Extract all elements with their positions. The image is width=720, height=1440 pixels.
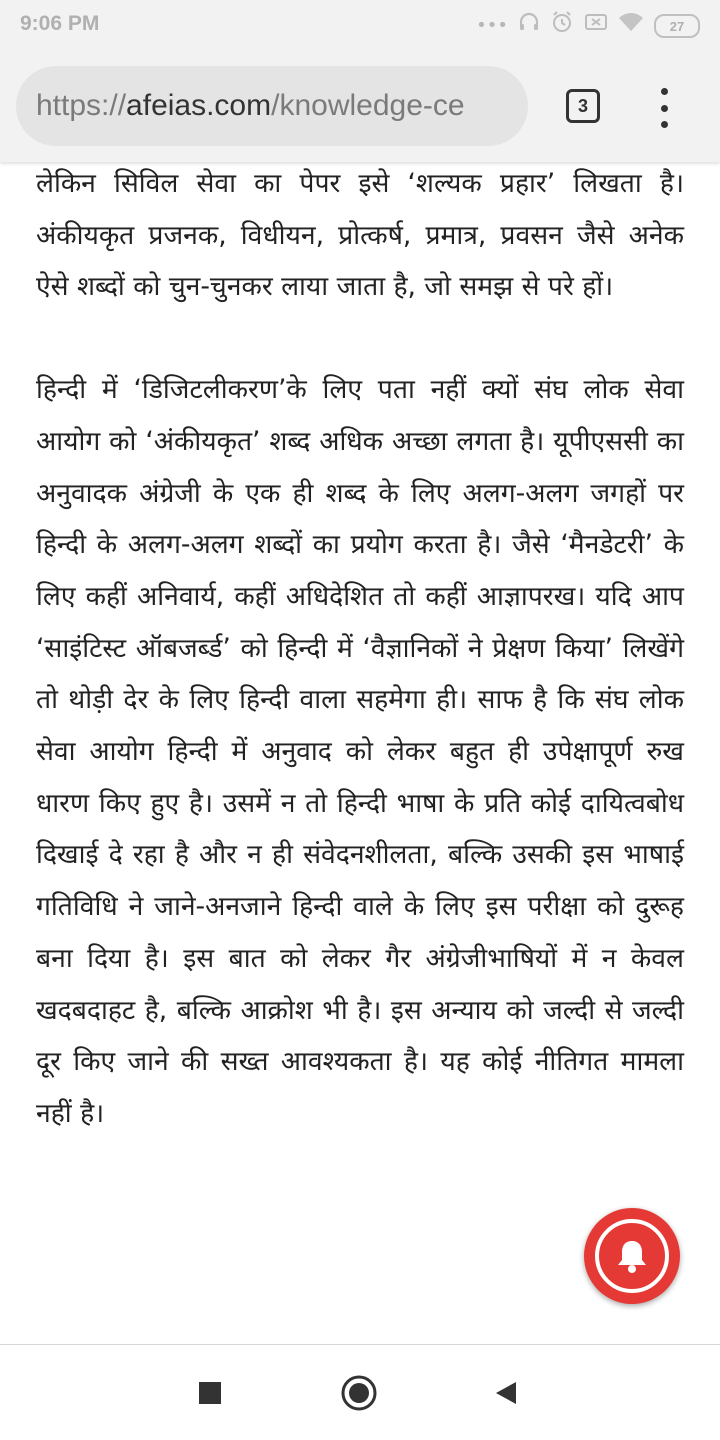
back-triangle-icon bbox=[493, 1380, 519, 1406]
sim-off-icon bbox=[584, 12, 608, 41]
status-time: 9:06 PM bbox=[20, 12, 100, 35]
article-content bbox=[36, 158, 684, 1140]
circle-icon bbox=[340, 1374, 378, 1412]
bell-ring bbox=[595, 1219, 669, 1293]
notification-bell-button[interactable] bbox=[584, 1208, 680, 1304]
back-button[interactable] bbox=[486, 1373, 526, 1413]
url-text bbox=[36, 66, 465, 146]
home-button[interactable] bbox=[339, 1373, 379, 1413]
menu-dot-icon bbox=[661, 88, 668, 95]
more-dots-icon: ••• bbox=[476, 15, 508, 36]
url-host: afeias.com bbox=[126, 89, 272, 122]
menu-dot-icon bbox=[661, 105, 668, 112]
article-paragraph: लेकिन सिविल सेवा का पेपर इसे ‘शल्यक प्रहार’ लिखता है। अंकीयकृत प्रजनक, विधीयन, प्रोत्कर्ष, प्रमात्र, प्रवसन जैसे अनेक ऐसे शब्दों को चुन-चुनकर लाया जाता है, जो समझ से परे हों। bbox=[36, 168, 684, 303]
overflow-menu-button[interactable] bbox=[650, 88, 678, 128]
browser-toolbar bbox=[0, 52, 720, 162]
alarm-icon bbox=[550, 10, 574, 43]
headset-icon bbox=[518, 11, 540, 42]
square-icon bbox=[198, 1381, 222, 1405]
article-paragraph: हिन्दी में ‘डिजिटलीकरण’के लिए पता नहीं क्यों संघ लोक सेवा आयोग को ‘अंकीयकृत’ शब्द अधिक अच्छा लगता है। यूपीएससी का अनुवादक अंग्रेजी के एक ही शब्द के लिए अलग-अलग जगहों पर हिन्दी के अलग-अलग शब्दों का प्रयोग करता है। जैसे ‘मैनडेटरी’ के लिए कहीं अनिवार्य, कहीं अधिदेशित तो कहीं आज्ञापरख। यदि आप ‘साइंटिस्ट ऑबजर्ब्ड’ को हिन्दी में ‘वैज्ञानिकों ने प्रेक्षण किया’ लिखेंगे तो थोड़ी देर के लिए हिन्दी वाला सहमेगा ही। साफ है कि संघ लोक सेवा आयोग हिन्दी में अनुवाद को लेकर बहुत ही उपेक्षापूर्ण रुख धारण किए हुए है। उसमें न तो हिन्दी भाषा के प्रति कोई दायित्वबोध दिखाई दे रहा है और न ही संवेदनशीलता, बल्कि उसकी इस भाषाई गतिविधि ने जाने-अनजाने हिन्दी वाले के लिए इस परीक्षा को दुरूह बना दिया है। इस बात को लेकर गैर अंग्रेजीभाषियों में न केवल खदबदाहट है, बल्कि आक्रोश भी है। इस अन्याय को जल्दी से जल्दी दूर किए जाने की सख्त आवश्यकता है। यह कोई नीतिगत मामला नहीं है। bbox=[36, 374, 684, 1129]
address-bar[interactable] bbox=[16, 66, 528, 146]
status-bar bbox=[0, 0, 720, 52]
menu-dot-icon bbox=[661, 121, 668, 128]
battery-icon: 27 bbox=[654, 14, 700, 38]
bell-icon bbox=[612, 1236, 652, 1276]
url-scheme: https:// bbox=[36, 89, 127, 122]
url-path: /knowledge-ce bbox=[271, 89, 465, 122]
status-icons bbox=[476, 12, 700, 40]
tab-count: 3 bbox=[577, 95, 588, 116]
wifi-icon bbox=[618, 12, 644, 41]
tab-switcher-button[interactable] bbox=[566, 89, 600, 123]
recents-button[interactable] bbox=[190, 1373, 230, 1413]
navigation-bar bbox=[0, 1345, 720, 1440]
